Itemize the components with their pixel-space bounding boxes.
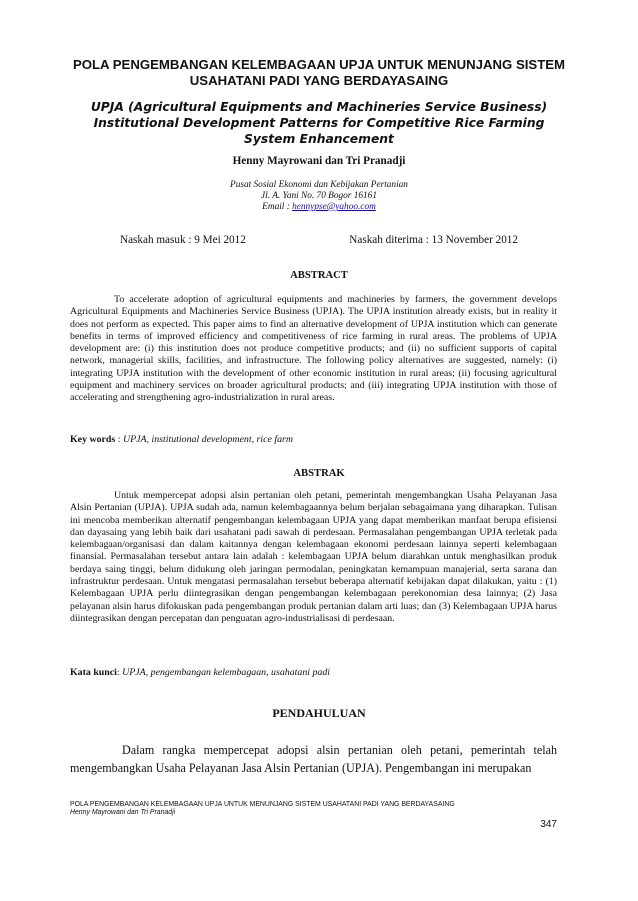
paper-title-english: UPJA (Agricultural Equipments and Machineries Service Business) Institutional Development Patterns for Competitive Rice Farming System Enhancement [90,100,548,146]
abstrak-heading: ABSTRAK [293,468,345,479]
footer-running-authors: Henny Mayrowani dan Tri Pranadji [70,809,176,817]
keywords-line: Key words : UPJA, institutional development, rice farm [70,434,293,445]
date-received: Naskah masuk : 9 Mei 2012 [120,234,246,246]
page-number: 347 [540,819,557,830]
submission-dates [120,234,518,246]
introduction-text: Dalam rangka mempercepat adopsi alsin pertanian oleh petani, pemerintah telah mengembangkan Usaha Pelayanan Jasa Alsin Pertanian (UPJA). Pengembangan ini merupakan [70,743,557,775]
introduction-heading: PENDAHULUAN [272,706,366,720]
kata-kunci-label: Kata kunci [70,667,117,678]
affiliation-email-line [70,202,568,213]
keywords-label: Key words [70,434,116,445]
email-link[interactable]: hennypse@yahoo.com [292,202,376,212]
author-names: Henny Mayrowani dan Tri Pranadji [232,155,406,167]
keywords-value: UPJA, institutional development, rice farm [122,434,293,445]
kata-kunci-value: UPJA, pengembangan kelembagaan, usahatani padi [122,667,331,678]
abstract-text: To accelerate adoption of agricultural equipments and machineries by farmers, the government develops Agricultural Equipments and Machineries Service Business (UPJA). The UPJA institution already exists, but in reality it does not perform as expected. This paper aims to find an alternative development of UPJA institution which can generate benefits in terms of improved efficiency and competitiveness of rice farming in rural areas. The problems of UPJA development are: (i) this institution does not produce competitive products; and (ii) no sufficient supports of capital network, managerial skills, facilities, and infrastructure. The following policy alternatives are suggested, namely: (i) integrating UPJA institution with the development of other economic institution in rural areas; (ii) focusing agricultural equipment and machinery services on broader agricultural products; and (iii) integrating UPJA institution with those of accelerating and strengthening agro-industrialization in rural areas. [70,294,557,404]
paper-title: POLA PENGEMBANGAN KELEMBAGAAN UPJA UNTUK MENUNJANG SISTEM USAHATANI PADI YANG BERDAYASAING [72,57,566,88]
affiliation-institution: Pusat Sosial Ekonomi dan Kebijakan Pertanian [230,180,408,190]
abstract-heading: ABSTRACT [290,270,348,281]
date-accepted: Naskah diterima : 13 November 2012 [349,234,518,246]
footer-running-title: POLA PENGEMBANGAN KELEMBAGAAN UPJA UNTUK MENUNJANG SISTEM USAHATANI PADI YANG BERDAYASAING [70,801,455,808]
affiliation-block [70,180,568,213]
affiliation-address: Jl. A. Yani No. 70 Bogor 16161 [261,191,377,201]
abstrak-text: Untuk mempercepat adopsi alsin pertanian oleh petani, pemerintah mengembangkan Usaha Pelayanan Jasa Alsin Pertanian (UPJA). UPJA sudah ada, namun kelembagaannya belum berjalan sebagaimana yang diharapkan. Tulisan ini mencoba memberikan alternatif pengembangan kelembagaan UPJA yang dapat memberikan manfaat berupa efisiensi dan dayasaing yang lebih baik dari usahatani padi sawah di perdesaan. Permasalahan pengembangan UPJA terletak pada kelembagaan/organisasi dan dalam kaitannya dengan kelembagaan ekonomi perdesaan lainnya seperti kelembagaan finansial. Permasalahan tersebut antara lain adalah : kelembagaan UPJA belum diarahkan untuk menghasilkan produk berdaya saing tinggi, belum didukung oleh jaringan permodalan, peningkatan kemampuan manajerial, serta sarana dan infrastruktur perdesaan. Untuk mengatasi permasalahan tersebut beberapa alternatif kebijakan dapat dilakukan, yaitu : (1) Kelembagaan UPJA perlu diintegrasikan dengan pengembangan kelembagaan perekonomian desa lainnya; (2) Jasa pelayanan alsin harus difokuskan pada pengembangan produk pertanian dalam arti luas; dan (3) Kelembagaan UPJA harus diintegrasikan dengan percepatan dan penguatan agro-industrialisasi di perdesaan. [70,490,557,624]
kata-kunci-line: Kata kunci: UPJA, pengembangan kelembagaan, usahatani padi [70,667,331,678]
page-footer [70,801,557,818]
email-label: Email : [262,202,293,212]
